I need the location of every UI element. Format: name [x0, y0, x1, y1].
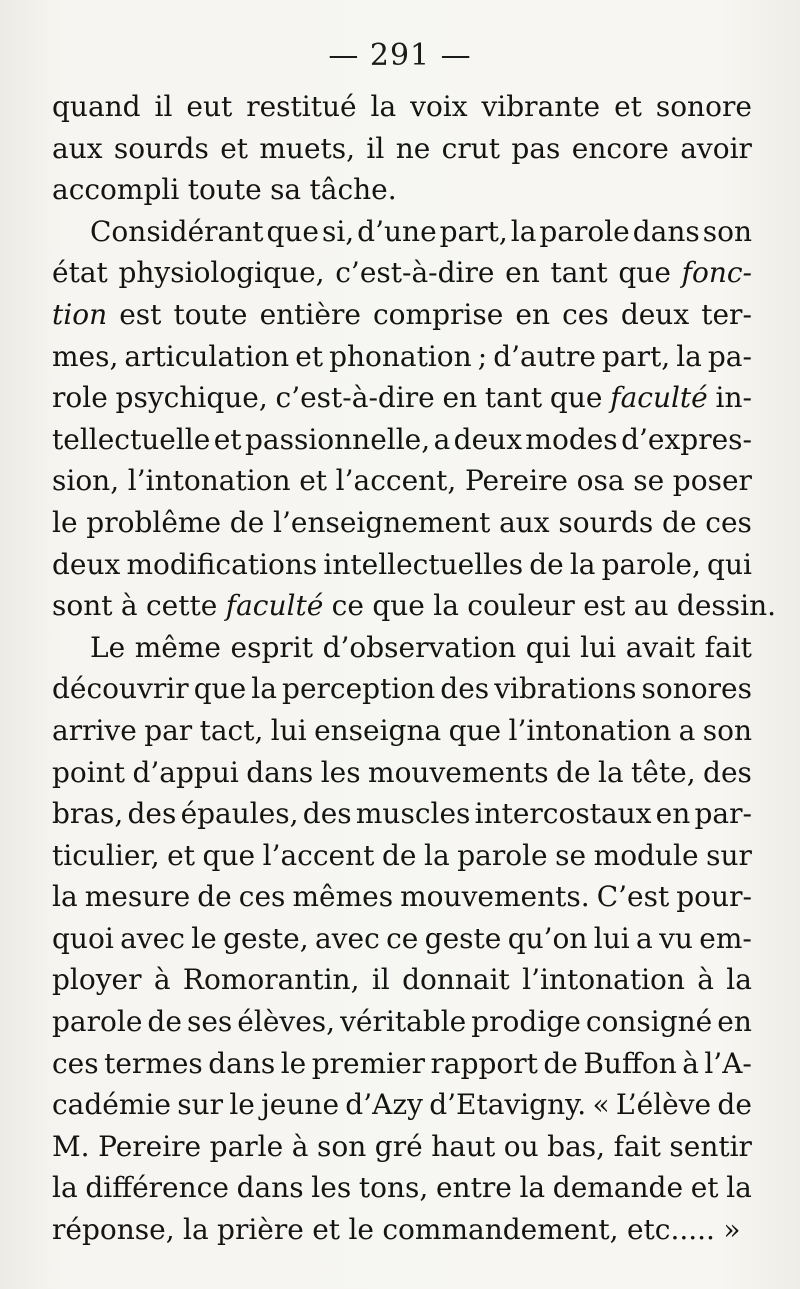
word: la	[52, 1171, 78, 1205]
text-line	[52, 959, 752, 1001]
word: la	[251, 672, 277, 706]
word: sonores	[641, 672, 752, 706]
word: passionnelle,	[244, 422, 431, 456]
word: em-	[699, 921, 752, 955]
word: jeune	[261, 1088, 340, 1122]
text-line	[52, 377, 752, 419]
word: que	[549, 381, 603, 415]
word: à	[120, 589, 138, 623]
word: et	[220, 131, 249, 165]
word: avait	[625, 630, 696, 664]
word: termes	[104, 1046, 203, 1080]
word: dans	[246, 755, 314, 789]
word: perception	[282, 672, 436, 706]
word: son	[702, 214, 752, 248]
word: et	[295, 339, 324, 373]
word: il	[154, 90, 173, 123]
word: d’expres-	[621, 422, 752, 456]
word: la	[726, 963, 752, 997]
word: a	[678, 713, 696, 747]
word: découvrir	[52, 672, 189, 706]
word: sion,	[52, 464, 120, 498]
word: intellectuelles	[323, 547, 524, 581]
word: les	[311, 1171, 352, 1205]
word: sont	[52, 589, 113, 623]
word: commandement,	[382, 1213, 619, 1247]
word: à	[697, 963, 714, 997]
word: ces	[705, 505, 752, 539]
word: la	[519, 1171, 546, 1205]
word: deux	[453, 422, 522, 456]
word: muets,	[259, 131, 356, 165]
word: c’est-à-dire	[275, 381, 435, 415]
text-line	[52, 252, 752, 294]
text-line	[52, 460, 752, 502]
text-line	[52, 1001, 752, 1043]
word: de	[556, 755, 591, 789]
text-line	[52, 627, 752, 669]
word: modifications	[126, 547, 318, 581]
word: ou	[503, 1129, 539, 1163]
word: quand	[52, 90, 141, 123]
word: osa	[576, 464, 625, 498]
word: C’est	[596, 880, 670, 914]
word: problême	[86, 505, 222, 539]
word: part,	[439, 214, 508, 248]
text-line	[52, 128, 752, 170]
word: modes	[525, 422, 618, 456]
word: de	[229, 505, 265, 539]
word: parle	[209, 1129, 284, 1163]
word: faculté	[225, 589, 324, 623]
word: quoi	[52, 921, 114, 955]
word: épaules,	[180, 797, 299, 831]
word: avec	[120, 921, 185, 955]
word: prière	[217, 1213, 304, 1247]
text-line	[52, 502, 752, 544]
word: aux	[499, 505, 550, 539]
word: mesure	[84, 880, 191, 914]
word: et	[312, 1213, 341, 1247]
word: qui	[525, 630, 571, 664]
word: fait	[704, 630, 752, 664]
word: tâche.	[309, 173, 397, 207]
word: de	[543, 1046, 578, 1080]
word: des	[703, 755, 752, 789]
word: que	[266, 214, 319, 248]
text-line	[52, 1084, 752, 1126]
word: de	[381, 838, 417, 872]
word: mes,	[52, 339, 119, 373]
word: voix	[410, 90, 468, 123]
word: Romorantin,	[182, 963, 360, 997]
word: toute	[173, 297, 248, 331]
word: sa	[270, 173, 302, 207]
word: des	[440, 672, 490, 706]
word: son	[316, 1129, 367, 1163]
word: Buffon	[583, 1046, 677, 1080]
word: prodige	[471, 1005, 581, 1039]
text-line	[52, 918, 752, 960]
word: tact,	[199, 713, 264, 747]
word: dessin.	[676, 589, 777, 623]
word: lui	[270, 713, 307, 747]
word: geste,	[223, 921, 309, 955]
word: parole,	[601, 547, 701, 581]
text-line	[52, 1043, 752, 1085]
text-line	[52, 876, 752, 918]
word: son	[702, 713, 752, 747]
word: de	[662, 505, 697, 539]
word: à	[153, 963, 171, 997]
word: fonc-	[681, 256, 752, 290]
word: le	[348, 1213, 374, 1247]
word: la	[676, 339, 702, 373]
word: parole	[52, 1005, 143, 1039]
word: se	[633, 464, 665, 498]
word: donnait	[402, 963, 510, 997]
word: sonore	[655, 90, 752, 123]
word: véritable	[340, 1005, 467, 1039]
word: il	[366, 131, 385, 165]
word: en	[515, 297, 550, 331]
word: en	[505, 256, 540, 290]
word: role	[52, 381, 108, 415]
word: psychique,	[115, 381, 268, 415]
word: l’intonation	[508, 713, 672, 747]
word: vibrante	[481, 90, 601, 123]
word: l’intonation	[127, 464, 291, 498]
word: a	[433, 422, 451, 456]
word: de	[529, 547, 564, 581]
word: vibrations	[494, 672, 637, 706]
word: et	[614, 90, 642, 123]
word: se	[555, 838, 587, 872]
text-line	[52, 544, 752, 586]
word: arrive	[52, 713, 137, 747]
word: cadémie	[52, 1088, 171, 1122]
word: comprise	[373, 297, 504, 331]
word: M.	[52, 1129, 90, 1163]
word: d’une	[357, 214, 437, 248]
word: poser	[672, 464, 752, 498]
word: le	[191, 921, 217, 955]
word: sourds	[113, 131, 209, 165]
word: «	[592, 1088, 610, 1122]
text-line	[52, 419, 752, 461]
text-line	[52, 1209, 752, 1251]
word: la	[597, 755, 624, 789]
word: réponse,	[52, 1213, 175, 1247]
word: en	[717, 1005, 752, 1039]
word: le	[280, 1046, 307, 1080]
word: si,	[321, 214, 355, 248]
text-line	[52, 710, 752, 752]
text-line	[52, 752, 752, 794]
word: Considérant	[90, 214, 264, 248]
word: phonation	[329, 339, 472, 373]
word: ne	[395, 131, 431, 165]
word: vu	[659, 921, 693, 955]
word: tion	[52, 297, 108, 331]
word: et	[213, 422, 242, 456]
word: encore	[571, 131, 669, 165]
word: dans	[236, 1171, 304, 1205]
word: gré	[374, 1129, 423, 1163]
word: l’accent	[262, 838, 375, 872]
word: lui	[593, 921, 630, 955]
text-line	[52, 169, 752, 211]
word: sur	[706, 838, 752, 872]
word: ployer	[52, 963, 142, 997]
word: tant	[484, 381, 543, 415]
word: deux	[620, 297, 690, 331]
word: toute	[187, 173, 262, 207]
word: la	[569, 547, 596, 581]
text-line	[52, 835, 752, 877]
word: premier	[311, 1046, 426, 1080]
word: cette	[146, 589, 218, 623]
word: sur	[177, 1088, 224, 1122]
word: sourds	[558, 505, 654, 539]
word: ter-	[701, 297, 752, 331]
word: la	[433, 589, 459, 623]
word: pour-	[676, 880, 752, 914]
word: »	[723, 1213, 741, 1247]
word: dans	[208, 1046, 276, 1080]
word: fait	[613, 1129, 661, 1163]
word: est	[583, 589, 626, 623]
word: élèves,	[237, 1005, 336, 1039]
word: tant	[550, 256, 608, 290]
word: et	[299, 464, 328, 498]
word: sentir	[669, 1129, 752, 1163]
word: avec	[314, 921, 380, 955]
word: aux	[52, 131, 103, 165]
body-text	[52, 86, 777, 1251]
text-line	[52, 1126, 752, 1168]
word: de	[147, 1005, 182, 1039]
word: consigné	[585, 1005, 713, 1039]
word: d’appui	[132, 755, 239, 789]
word: parole	[457, 838, 548, 872]
word: l’accent,	[335, 464, 457, 498]
word: ce	[386, 921, 419, 955]
word: eut	[186, 90, 233, 123]
text-line	[52, 668, 752, 710]
page-number: — 291 —	[328, 38, 472, 73]
word: tête,	[631, 755, 696, 789]
word: à	[291, 1129, 309, 1163]
word: etc.....	[626, 1213, 715, 1247]
text-line	[52, 336, 752, 378]
word: entière	[259, 297, 361, 331]
word: pas	[511, 131, 561, 165]
word: L’élève	[615, 1088, 712, 1122]
word: bas,	[547, 1129, 606, 1163]
word: entre	[435, 1171, 512, 1205]
word: la	[510, 214, 537, 248]
word: la	[183, 1213, 209, 1247]
word: c’est-à-dire	[335, 256, 495, 290]
word: rapport	[430, 1046, 538, 1080]
word: en	[442, 381, 478, 415]
word: même	[134, 630, 221, 664]
word: faculté	[610, 381, 708, 415]
word: Le	[90, 630, 126, 664]
text-line	[52, 211, 752, 253]
word: et	[690, 1171, 719, 1205]
word: il	[371, 963, 390, 997]
word: Pereire	[464, 464, 568, 498]
word: l’intonation	[522, 963, 685, 997]
word: pa-	[707, 339, 752, 373]
word: la	[726, 1171, 752, 1205]
text-line	[52, 1167, 752, 1209]
word: tellectuelle	[52, 422, 211, 456]
word: le	[52, 505, 78, 539]
text-line	[52, 585, 777, 627]
word: ces	[562, 297, 609, 331]
word: d’observation	[322, 630, 517, 664]
word: l’enseignement	[273, 505, 491, 539]
word: haut	[431, 1129, 496, 1163]
word: que	[372, 589, 425, 623]
word: que	[202, 838, 256, 872]
word: d’Etavigny.	[429, 1088, 587, 1122]
word: d’autre	[493, 339, 596, 373]
word: de	[717, 1088, 752, 1122]
word: physiologique,	[118, 256, 325, 290]
word: accompli	[52, 173, 180, 207]
word: au	[633, 589, 669, 623]
word: demande	[552, 1171, 684, 1205]
word: les	[320, 755, 361, 789]
word: que	[618, 256, 671, 290]
word: couleur	[467, 589, 575, 623]
word: part,	[602, 339, 671, 373]
word: par-	[694, 797, 752, 831]
word: geste	[424, 921, 502, 955]
word: module	[593, 838, 699, 872]
word: est	[119, 297, 162, 331]
word: ses	[186, 1005, 233, 1039]
word: crut	[441, 131, 501, 165]
word: avoir	[680, 131, 752, 165]
word: enseigna	[314, 713, 442, 747]
text-line	[52, 86, 752, 128]
word: tons,	[358, 1171, 429, 1205]
word: point	[52, 755, 126, 789]
word: la	[370, 90, 397, 123]
word: ticulier,	[52, 838, 160, 872]
word: ce	[331, 589, 364, 623]
word: dans	[632, 214, 700, 248]
word: le	[229, 1088, 255, 1122]
word: bras,	[52, 797, 124, 831]
word: d’Azy	[345, 1088, 423, 1122]
word: en	[655, 797, 691, 831]
word: a	[636, 921, 653, 955]
word: Pereire	[98, 1129, 202, 1163]
word: des	[302, 797, 352, 831]
word: à	[682, 1046, 699, 1080]
word: ;	[477, 339, 488, 373]
word: ces	[52, 1046, 99, 1080]
word: différence	[85, 1171, 229, 1205]
word: de	[197, 880, 232, 914]
word: la	[52, 880, 78, 914]
word: la	[424, 838, 450, 872]
word: que	[448, 713, 502, 747]
word: par	[144, 713, 193, 747]
word: restitué	[246, 90, 357, 123]
word: mouvements	[368, 755, 549, 789]
text-line	[52, 294, 752, 336]
word: ces	[238, 880, 286, 914]
word: qu’on	[507, 921, 588, 955]
word: mouvements.	[400, 880, 590, 914]
word: deux	[52, 547, 121, 581]
text-line	[52, 793, 752, 835]
word: parole	[539, 214, 630, 248]
word: in-	[715, 381, 752, 415]
word: des	[127, 797, 177, 831]
word: lui	[580, 630, 617, 664]
word: muscles	[355, 797, 471, 831]
word: qui	[707, 547, 752, 581]
word: l’A-	[704, 1046, 752, 1080]
word: intercostaux	[474, 797, 652, 831]
word: que	[193, 672, 247, 706]
word: esprit	[230, 630, 314, 664]
word: et	[167, 838, 195, 872]
word: mêmes	[292, 880, 394, 914]
word: articulation	[124, 339, 290, 373]
word: état	[52, 256, 108, 290]
